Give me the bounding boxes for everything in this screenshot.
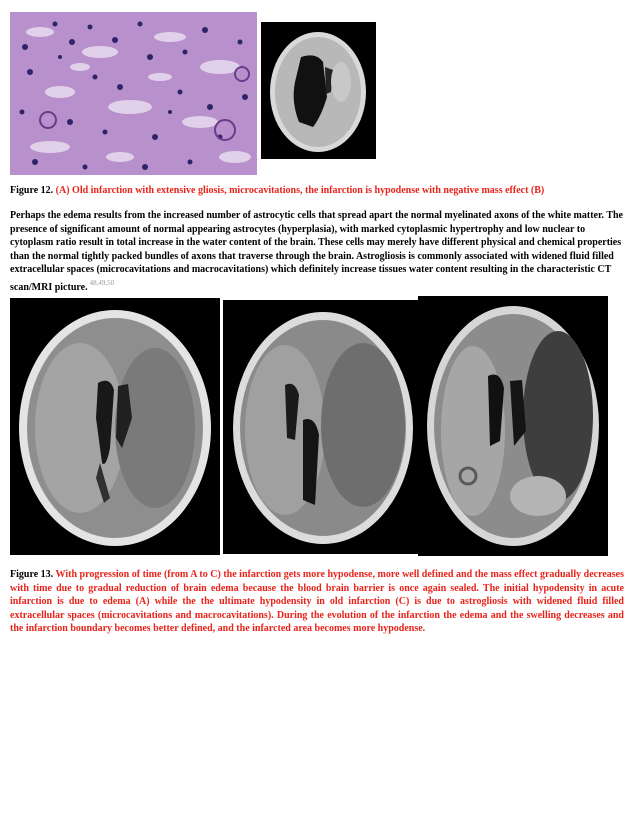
ct-brain-graphic-c bbox=[418, 296, 608, 556]
ct-scan-c bbox=[418, 296, 608, 556]
figure13-text: With progression of time (from A to C) the infarction gets more hypodense, more well defined and the mass effect gradually decreases with time due to gradual reduction of brain edema because the blood brain barrier is once again sealed. The initial hypodensity in acute infarction is due to edema (A) while the the ultimate hypodensity in old infarction (C) is due to astrogliosis with widened fluid filled extracellular spaces (microcavitations and macrocavitations). During the evolution of the infarction the edema and the swelling decreases and the infarction boundary becomes better defined, and the infarcted area becomes more hypodense. bbox=[10, 569, 624, 634]
ct-scan-b bbox=[223, 300, 423, 554]
ct-scan-figure12-b bbox=[261, 22, 376, 159]
figure13-label: Figure 13. bbox=[10, 569, 54, 580]
histology-micrograph bbox=[10, 12, 257, 175]
body-paragraph bbox=[10, 209, 624, 294]
figure12-text: (A) Old infarction with extensive gliosis, microcavitations, the infarction is hypodense with negative mass effect (B) bbox=[55, 185, 545, 196]
ct-brain-graphic-b bbox=[223, 300, 423, 554]
ct-brain-graphic-a bbox=[10, 298, 220, 555]
figure12-caption bbox=[10, 184, 624, 198]
figure12-label: Figure 12. bbox=[10, 185, 54, 196]
citation-reference: 48,49,50 bbox=[89, 278, 115, 287]
ct-scan-row-figure13 bbox=[10, 296, 610, 556]
body-paragraph-text: Perhaps the edema results from the increased number of astrocytic cells that spread apart the normal myelinated axons of the white matter. The presence of significant amount of normal appearing astrocytes (hyperplasia), with marked cytoplasmic hypertrophy and low nuclear to cytoplasm ratio result in total increase in the water content of the brain. These cells may merely have different physical and chemical properties than the normal tightly packed bundles of axons that traverse through the brain. Astrogliosis is commonly associated with widened fluid filled extracellular spaces (microcavitations and macrocavitations) which definitely increase tissues water content resulting in the characteristic CT scan/MRI picture. bbox=[10, 210, 623, 293]
histology-texture bbox=[10, 12, 257, 175]
ct-scan-a bbox=[10, 298, 220, 555]
ct-brain-graphic bbox=[261, 22, 376, 159]
figure13-caption bbox=[10, 568, 624, 636]
